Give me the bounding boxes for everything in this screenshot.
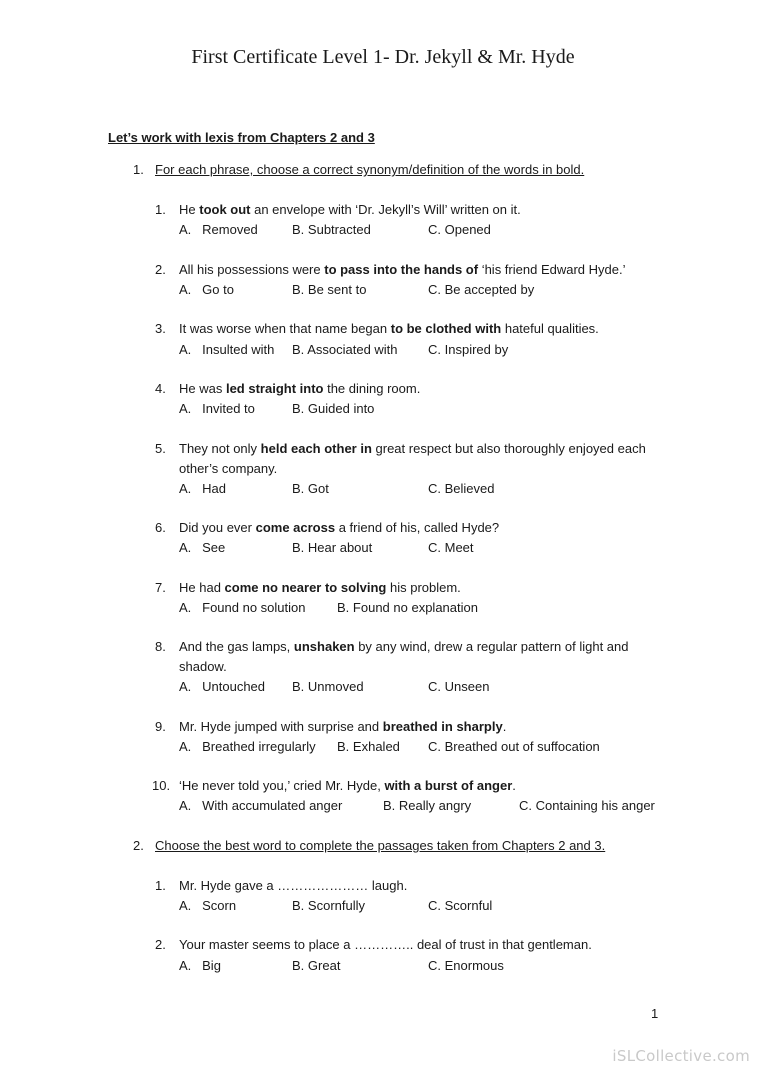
question-number: 3. xyxy=(155,321,166,336)
question-number: 10. xyxy=(152,778,171,793)
option-b: B. Unmoved xyxy=(292,679,364,694)
option-a: A. Go to xyxy=(179,282,234,297)
option-b: B. Guided into xyxy=(292,401,375,416)
option-b: B. Got xyxy=(292,481,329,496)
option-b: B. Really angry xyxy=(383,798,472,813)
question-text: It was worse when that name began to be clothed with hateful qualities. xyxy=(179,321,599,336)
option-b: B. Exhaled xyxy=(337,739,400,754)
question-text: He took out an envelope with ‘Dr. Jekyll’s Will’ written on it. xyxy=(179,202,521,217)
question-number: 6. xyxy=(155,520,166,535)
option-c: C. Opened xyxy=(428,222,491,237)
option-a: A. Breathed irregularly xyxy=(179,739,316,754)
question-number: 2. xyxy=(155,262,166,277)
question-number: 1. xyxy=(155,202,166,217)
option-a: A. Untouched xyxy=(179,679,266,694)
option-a: A. Removed xyxy=(179,222,258,237)
section-heading: Let’s work with lexis from Chapters 2 and 3 xyxy=(108,130,375,145)
question-text-continued: other’s company. xyxy=(179,461,278,476)
question-number: 4. xyxy=(155,381,166,396)
option-b: B. Be sent to xyxy=(292,282,367,297)
exercise-2-number: 2. xyxy=(133,838,144,853)
option-a: A. Had xyxy=(179,481,226,496)
option-b: B. Associated with xyxy=(292,342,398,357)
question-text: Mr. Hyde jumped with surprise and breathed in sharply. xyxy=(179,719,507,734)
page-title: First Certificate Level 1- Dr. Jekyll & Mr. Hyde xyxy=(191,46,575,68)
option-b: B. Hear about xyxy=(292,540,373,555)
option-b: B. Subtracted xyxy=(292,222,371,237)
question-text: And the gas lamps, unshaken by any wind, drew a regular pattern of light and xyxy=(179,639,629,654)
option-c: C. Enormous xyxy=(428,958,504,973)
question-number: 5. xyxy=(155,441,166,456)
question-text: He had come no nearer to solving his problem. xyxy=(179,580,461,595)
option-a: A. With accumulated anger xyxy=(179,798,343,813)
option-c: C. Believed xyxy=(428,481,495,496)
option-c: C. Be accepted by xyxy=(428,282,535,297)
question-number: 2. xyxy=(155,937,166,952)
option-c: C. Containing his anger xyxy=(519,798,655,813)
option-a: A. Found no solution xyxy=(179,600,306,615)
option-a: A. See xyxy=(179,540,226,555)
question-text: He was led straight into the dining room. xyxy=(179,381,421,396)
question-text-continued: shadow. xyxy=(179,659,227,674)
option-c: C. Meet xyxy=(428,540,474,555)
question-text: All his possessions were to pass into the hands of ‘his friend Edward Hyde.’ xyxy=(179,262,626,277)
question-number: 8. xyxy=(155,639,166,654)
question-number: 1. xyxy=(155,878,166,893)
page-number: 1 xyxy=(651,1006,659,1021)
option-c: C. Scornful xyxy=(428,898,493,913)
exercise-2-instruction: Choose the best word to complete the passages taken from Chapters 2 and 3. xyxy=(155,838,606,853)
option-a: A. Scorn xyxy=(179,898,237,913)
option-a: A. Insulted with xyxy=(179,342,275,357)
question-text: Your master seems to place a ………….. deal of trust in that gentleman. xyxy=(179,937,592,952)
question-number: 9. xyxy=(155,719,166,734)
question-text: ‘He never told you,’ cried Mr. Hyde, with a burst of anger. xyxy=(179,778,516,793)
exercise-1-number: 1. xyxy=(133,162,144,177)
option-b: B. Scornfully xyxy=(292,898,365,913)
question-text: Mr. Hyde gave a ………………… laugh. xyxy=(179,878,408,893)
exercise-1-instruction: For each phrase, choose a correct synonym/definition of the words in bold. xyxy=(155,162,585,177)
option-a: A. Invited to xyxy=(179,401,255,416)
watermark: iSLCollective.com xyxy=(612,1047,750,1065)
question-number: 7. xyxy=(155,580,166,595)
option-b: B. Found no explanation xyxy=(337,600,478,615)
question-text: Did you ever come across a friend of his, called Hyde? xyxy=(179,520,500,535)
question-text: They not only held each other in great respect but also thoroughly enjoyed each xyxy=(179,441,646,456)
option-b: B. Great xyxy=(292,958,341,973)
option-c: C. Inspired by xyxy=(428,342,509,357)
option-c: C. Unseen xyxy=(428,679,490,694)
option-c: C. Breathed out of suffocation xyxy=(428,739,600,754)
option-a: A. Big xyxy=(179,958,221,973)
